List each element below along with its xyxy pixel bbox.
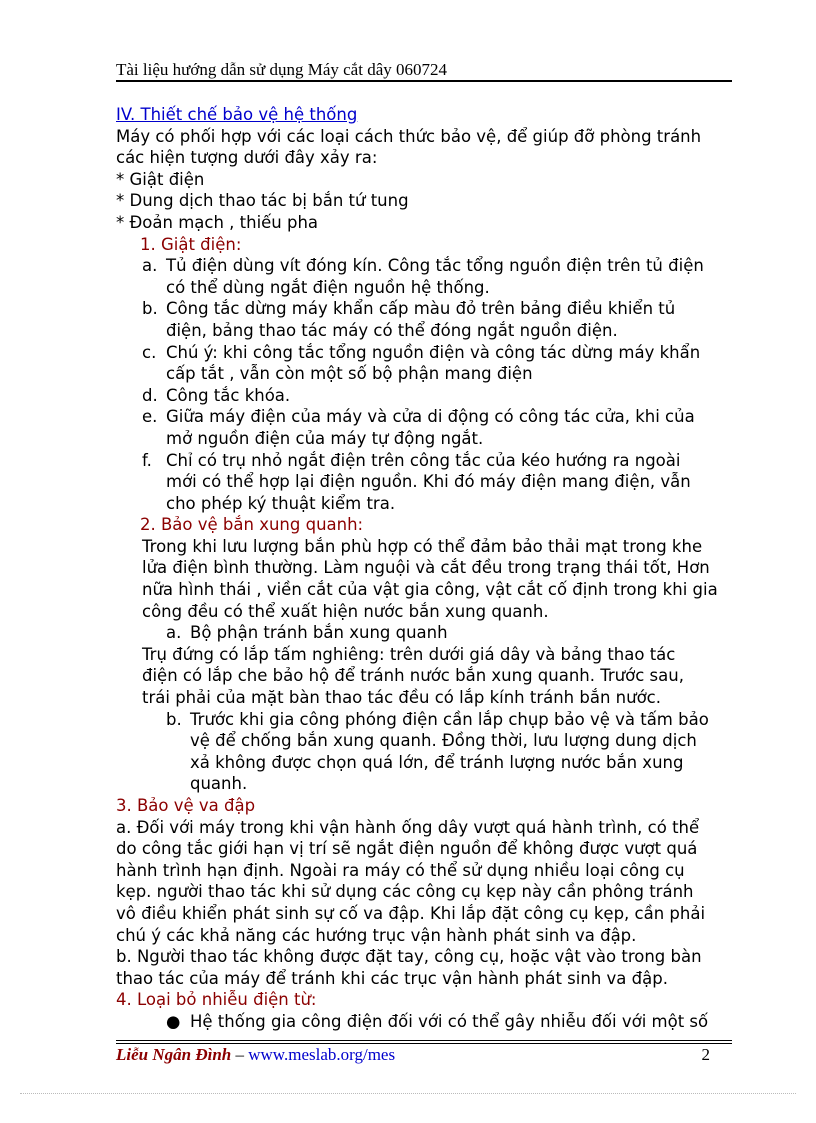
running-footer xyxy=(116,1045,732,1065)
list-label: a. xyxy=(166,623,182,643)
list-item xyxy=(116,342,732,385)
list-item-line: vệ để chống bắn xung quanh. Đồng thời, lưu lượng dung dịch xyxy=(190,731,697,751)
paragraph-line: hành trình hạn định. Ngoài ra máy có thể sử dụng nhiều loại công cụ xyxy=(116,860,685,880)
section-title[interactable]: IV. Thiết chế bảo vệ hệ thống xyxy=(116,105,358,124)
bullet-text: Hệ thống gia công điện đối với có thể gây nhiễu đối với một số xyxy=(190,1011,709,1031)
subsection-heading: 1. Giật điện: xyxy=(140,234,242,254)
subsection-heading: 4. Loại bỏ nhiễu điện từ: xyxy=(116,990,317,1010)
paragraph-line: a. Đối với máy trong khi vận hành ống dây vượt quá hành trình, có thể xyxy=(116,817,700,837)
list-item xyxy=(116,385,732,407)
list-item-line: mở nguồn điện của máy tự động ngắt. xyxy=(166,428,484,448)
list-item-line: Chú ý: khi công tắc tổng nguồn điện và công tác dừng máy khẩn xyxy=(166,342,701,362)
list-label: f. xyxy=(142,450,152,470)
list-item-line: Giữa máy điện của máy và cửa di động có công tác cửa, khi của xyxy=(166,407,695,427)
intro-bullet: * Dung dịch thao tác bị bắn tứ tung xyxy=(116,191,409,211)
running-header: Tài liệu hướng dẫn sử dụng Máy cắt dây 060724 xyxy=(116,60,447,79)
list-item-line: điện, bảng thao tác máy có thể đóng ngắt nguồn điện. xyxy=(166,320,618,340)
paragraph xyxy=(116,817,732,990)
paragraph-line: công đều có thể xuất hiện nước bắn xung quanh. xyxy=(142,601,549,621)
list-item-line: Công tắc dừng máy khẩn cấp màu đỏ trên bảng điều khiển tủ xyxy=(166,299,676,319)
list-item xyxy=(116,406,732,449)
list-item xyxy=(116,298,732,341)
list-label: c. xyxy=(142,342,157,362)
list-item-line: mới có thể hợp lại điện nguồn. Khi đó máy điện mang điện, vẫn xyxy=(166,472,691,492)
list-item-line: Chỉ có trụ nhỏ ngắt điện trên công tắc của kéo hướng ra ngoài xyxy=(166,450,681,470)
page-bottom-divider xyxy=(20,1093,796,1094)
list-label: a. xyxy=(142,256,158,276)
footer-author: Liễu Ngân Đình xyxy=(116,1045,232,1064)
subsection-heading: 3. Bảo vệ va đập xyxy=(116,796,256,815)
list-item-line: xả không được chọn quá lớn, để tránh lượng nước bắn xung xyxy=(190,752,684,772)
intro-line: Máy có phối hợp với các loại cách thức bảo vệ, để giúp đỡ phòng tránh xyxy=(116,126,702,146)
list-item-line: Công tắc khóa. xyxy=(166,385,291,405)
list-item-line: cho phép ký thuật kiểm tra. xyxy=(166,493,396,513)
footer-link[interactable]: www.meslab.org/mes xyxy=(248,1045,396,1064)
footer-rule xyxy=(116,1040,732,1041)
page-number: 2 xyxy=(701,1045,710,1064)
list-item-line: Trước khi gia công phóng điện cần lắp chụp bảo vệ và tấm bảo xyxy=(190,709,709,729)
list-item-line: có thể dùng ngắt điện nguồn hệ thống. xyxy=(166,277,490,297)
intro-bullet: * Đoản mạch , thiếu pha xyxy=(116,212,319,232)
page-content xyxy=(116,104,732,1033)
paragraph-line: điện có lắp che bảo hộ để tránh nước bắn xung quanh. Trước sau, xyxy=(142,666,684,686)
list-item xyxy=(116,709,732,795)
paragraph-line: b. Người thao tác không được đặt tay, công cụ, hoặc vật vào trong bàn xyxy=(116,947,702,967)
list-label: b. xyxy=(166,709,182,729)
list-item-line: Bộ phận tránh bắn xung quanh xyxy=(190,623,448,643)
intro-line: các hiện tượng dưới đây xảy ra: xyxy=(116,148,378,168)
paragraph-line: chú ý các khả năng các hướng trục vận hành phát sinh va đập. xyxy=(116,925,637,945)
bullet-icon: ● xyxy=(166,1011,181,1031)
list-item xyxy=(116,255,732,298)
paragraph xyxy=(116,644,732,709)
list-label: e. xyxy=(142,407,158,427)
list-label: d. xyxy=(142,385,158,405)
intro-bullet: * Giật điện xyxy=(116,169,205,189)
list-item xyxy=(116,450,732,515)
footer-rule xyxy=(116,1043,732,1044)
paragraph-line: lửa điện bình thường. Làm nguội và cắt đều trong trạng thái tốt, Hơn xyxy=(142,558,710,578)
paragraph-line: vô điều khiển phát sinh sự cố va đập. Khi lắp đặt công cụ kẹp, cần phải xyxy=(116,903,706,923)
paragraph-line: trái phải của mặt bàn thao tác đều có lắp kính tránh bắn nước. xyxy=(142,688,662,708)
paragraph-line: Trong khi lưu lượng bắn phù hợp có thể đảm bảo thải mạt trong khe xyxy=(142,536,703,556)
list-item-line: Tủ điện dùng vít đóng kín. Công tắc tổng nguồn điện trên tủ điện xyxy=(166,256,704,276)
list-item-line: cấp tắt , vẫn còn một số bộ phận mang điện xyxy=(166,364,533,384)
paragraph-line: kẹp. người thao tác khi sử dụng các công cụ kẹp này cần phông tránh xyxy=(116,882,694,902)
paragraph-line: nữa hình thái , viền cắt của vật gia công, vật cắt cố định trong khi gia xyxy=(142,580,718,600)
paragraph-line: thao tác của máy để tránh khi các trục vận hành phát sinh va đập. xyxy=(116,968,668,988)
bullet-item xyxy=(116,1011,732,1033)
paragraph xyxy=(116,536,732,622)
list-item-line: quanh. xyxy=(190,774,248,794)
list-item xyxy=(116,622,732,644)
paragraph-line: Trụ đứng có lắp tấm nghiêng: trên dưới giá dây và bảng thao tác xyxy=(142,644,676,664)
paragraph-line: do công tắc giới hạn vị trí sẽ ngắt điện nguồn để không được vượt quá xyxy=(116,839,698,859)
footer-dash: – xyxy=(231,1045,249,1064)
subsection-heading: 2. Bảo vệ bắn xung quanh: xyxy=(140,515,364,535)
header-rule xyxy=(116,80,732,82)
list-label: b. xyxy=(142,299,158,319)
